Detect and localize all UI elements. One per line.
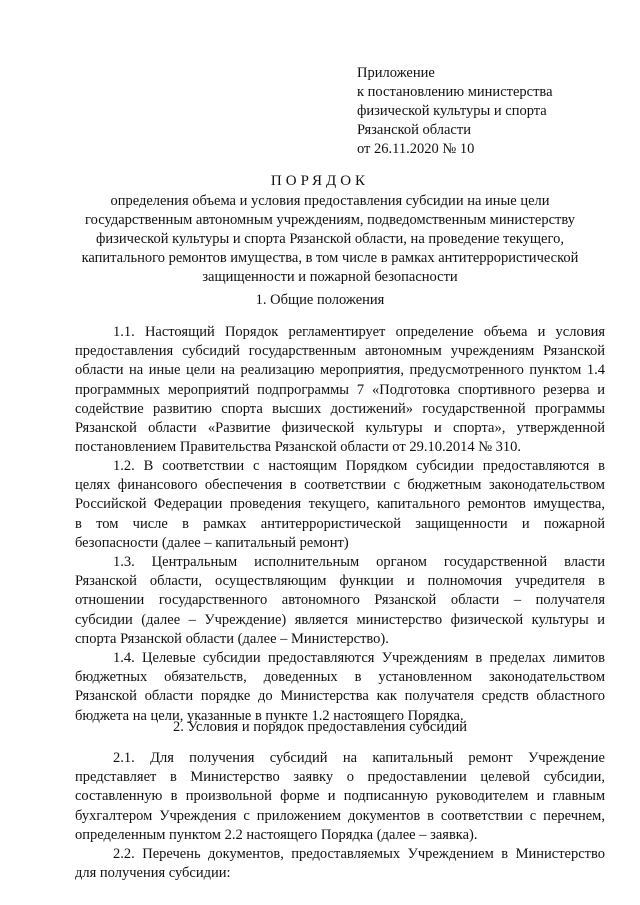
paragraph-line: 1.1. Настоящий Порядок регламентирует определение объема и условия (113, 324, 605, 340)
paragraph-line: 2.1. Для получения субсидий на капитальный ремонт Учреждение (113, 750, 605, 766)
appendix-line: Приложение (357, 65, 435, 81)
paragraph-line: Российской Федерации проведения текущего, капитального ремонтов имущества, (75, 496, 605, 513)
paragraph-1-2 (75, 457, 605, 553)
subtitle-line: определения объема и условия предоставления субсидии на иные цели (110, 193, 550, 209)
section-2-heading: 2. Условия и порядок предоставления субсидий (172, 719, 467, 735)
paragraph-1-1 (75, 323, 605, 457)
appendix-line: к постановлению министерства (357, 84, 553, 100)
paragraph-line: представляет в Министерство заявку о предоставлении целевой субсидии, (75, 769, 605, 786)
paragraph-line: целях финансового обеспечения в соответствии с бюджетным законодательством (75, 477, 605, 494)
paragraph-line: программных мероприятий подпрограммы 7 «Подготовка спортивного резерва и (75, 381, 605, 398)
paragraph-line: субсидии (далее – Учреждение) является министерство физической культуры и (75, 611, 605, 628)
paragraph-line: 1.2. В соответствии с настоящим Порядком субсидии предоставляются в (113, 458, 605, 474)
appendix-line: физической культуры и спорта (357, 103, 547, 119)
appendix-line: от 26.11.2020 № 10 (357, 141, 475, 157)
subtitle-line: защищенности и пожарной безопасности (202, 269, 458, 285)
paragraph-line: постановлением Правительства Рязанской области от 29.10.2014 № 310. (75, 439, 522, 456)
paragraph-line: для получения субсидии: (75, 865, 231, 882)
paragraph-1-4 (75, 649, 605, 726)
paragraph-line: определенным пунктом 2.2 настоящего Порядка (далее – заявка). (75, 826, 478, 843)
paragraph-line: составленную в произвольной форме и подписанную руководителем и главным (75, 788, 605, 805)
paragraph-line: в том числе в рамках антитеррористической защищенности и пожарной (75, 515, 605, 532)
appendix-block (357, 64, 617, 159)
paragraph-line: бухгалтером Учреждения с приложением документов в соответствии с перечнем, (75, 807, 605, 824)
subtitle-line: капитального ремонтов имущества, в том числе в рамках антитеррористической (81, 250, 579, 266)
paragraph-line: бюджетных обязательств, доведенных в установленном законодательством (75, 669, 605, 686)
paragraph-line: области на иные цели на реализацию мероприятия, предусмотренного пунктом 1.4 (75, 362, 605, 379)
section-1-heading: 1. Общие положения (255, 292, 385, 308)
document-subtitle (60, 192, 600, 287)
paragraph-line: отношении государственного автономного Рязанской области – получателя (75, 592, 605, 609)
paragraph-line: Рязанской области «Развитие физической культуры и спорта», утвержденной (75, 420, 605, 437)
paragraph-line: 1.3. Центральным исполнительным органом государственной власти (113, 554, 605, 570)
paragraph-line: 1.4. Целевые субсидии предоставляются Учреждениям в пределах лимитов (113, 650, 605, 666)
paragraph-line: безопасности (далее – капитальный ремонт) (75, 534, 349, 551)
paragraph-line: Рязанской области порядке до Министерства как получателя средств областного (75, 688, 605, 705)
paragraph-line: бюджета на цели, указанные в пункте 1.2 настоящего Порядка. (75, 707, 464, 724)
paragraph-line: содействие развитию спорта высших достижений» государственной программы (75, 400, 605, 417)
paragraph-2-1 (75, 749, 605, 845)
paragraph-line: 2.2. Перечень документов, предоставляемых Учреждением в Министерство (113, 846, 605, 862)
paragraph-line: Рязанской области, осуществляющим функции и полномочия учредителя в (75, 573, 605, 590)
paragraph-1-3 (75, 553, 605, 649)
subtitle-line: физической культуры и спорта Рязанской области, на проведение текущего, (96, 231, 564, 247)
paragraph-line: спорта Рязанской области (далее – Министерство). (75, 630, 389, 647)
paragraph-2-2 (75, 845, 605, 883)
document-title: ПОРЯДОК (270, 173, 370, 189)
subtitle-line: государственным автономным учреждениям, подведомственным министерству (85, 212, 575, 228)
paragraph-line: предоставления субсидий государственным автономным учреждениям Рязанской (75, 343, 605, 360)
appendix-line: Рязанской области (357, 122, 471, 138)
